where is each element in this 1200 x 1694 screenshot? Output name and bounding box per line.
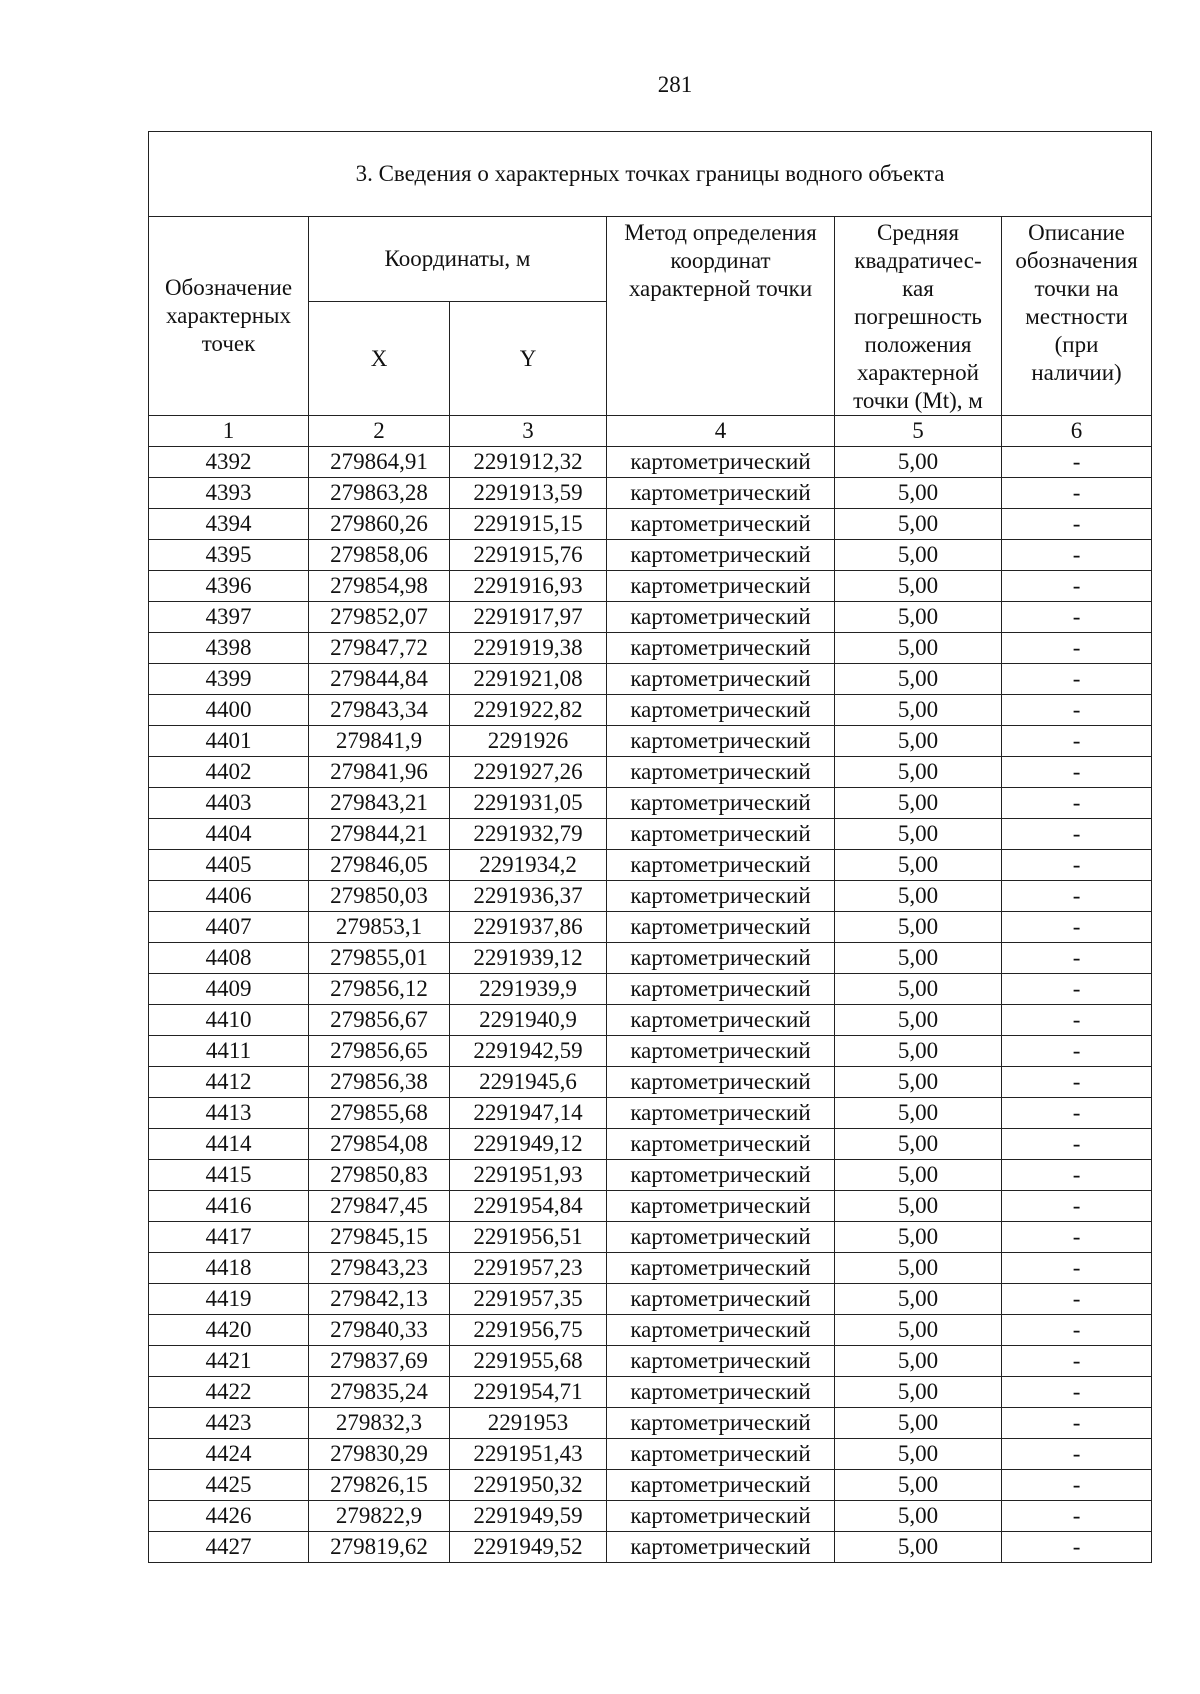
cell-point-id: 4416 bbox=[149, 1191, 309, 1222]
cell-x: 279819,62 bbox=[309, 1532, 450, 1563]
cell-y: 2291953 bbox=[450, 1408, 607, 1439]
cell-y: 2291954,71 bbox=[450, 1377, 607, 1408]
cell-method: картометрический bbox=[607, 571, 835, 602]
cell-point-id: 4408 bbox=[149, 943, 309, 974]
cell-y: 2291913,59 bbox=[450, 478, 607, 509]
header-col1-line: характерных bbox=[165, 303, 291, 328]
cell-mt: 5,00 bbox=[835, 1067, 1002, 1098]
cell-description: - bbox=[1002, 1315, 1152, 1346]
cell-description: - bbox=[1002, 664, 1152, 695]
cell-x: 279840,33 bbox=[309, 1315, 450, 1346]
table-row bbox=[149, 1408, 1152, 1439]
cell-point-id: 4411 bbox=[149, 1036, 309, 1067]
cell-x: 279845,15 bbox=[309, 1222, 450, 1253]
cell-description: - bbox=[1002, 943, 1152, 974]
cell-y: 2291949,52 bbox=[450, 1532, 607, 1563]
header-col5-line: квадратичес- bbox=[854, 248, 982, 273]
cell-x: 279822,9 bbox=[309, 1501, 450, 1532]
cell-y: 2291917,97 bbox=[450, 602, 607, 633]
cell-y: 2291957,35 bbox=[450, 1284, 607, 1315]
cell-description: - bbox=[1002, 850, 1152, 881]
cell-x: 279830,29 bbox=[309, 1439, 450, 1470]
cell-y: 2291932,79 bbox=[450, 819, 607, 850]
cell-point-id: 4427 bbox=[149, 1532, 309, 1563]
cell-description: - bbox=[1002, 1408, 1152, 1439]
cell-description: - bbox=[1002, 478, 1152, 509]
cell-method: картометрический bbox=[607, 540, 835, 571]
page-number: 281 bbox=[657, 72, 693, 97]
cell-mt: 5,00 bbox=[835, 478, 1002, 509]
cell-y: 2291912,32 bbox=[450, 447, 607, 478]
header-col6-line: точки на bbox=[1034, 276, 1119, 301]
cell-y: 2291940,9 bbox=[450, 1005, 607, 1036]
cell-description: - bbox=[1002, 1532, 1152, 1563]
header-col5-line: кая bbox=[902, 276, 934, 301]
cell-point-id: 4414 bbox=[149, 1129, 309, 1160]
header-col4-line: Метод определения bbox=[624, 220, 817, 245]
cell-description: - bbox=[1002, 1439, 1152, 1470]
cell-x: 279843,23 bbox=[309, 1253, 450, 1284]
cell-mt: 5,00 bbox=[835, 633, 1002, 664]
cell-x: 279835,24 bbox=[309, 1377, 450, 1408]
cell-x: 279858,06 bbox=[309, 540, 450, 571]
cell-point-id: 4406 bbox=[149, 881, 309, 912]
cell-description: - bbox=[1002, 1284, 1152, 1315]
table-row bbox=[149, 540, 1152, 571]
cell-mt: 5,00 bbox=[835, 788, 1002, 819]
cell-x: 279856,65 bbox=[309, 1036, 450, 1067]
table-row bbox=[149, 881, 1152, 912]
table-row bbox=[149, 1315, 1152, 1346]
cell-y: 2291921,08 bbox=[450, 664, 607, 695]
cell-y: 2291927,26 bbox=[450, 757, 607, 788]
cell-mt: 5,00 bbox=[835, 1129, 1002, 1160]
table-row bbox=[149, 571, 1152, 602]
cell-x: 279854,08 bbox=[309, 1129, 450, 1160]
cell-x: 279837,69 bbox=[309, 1346, 450, 1377]
cell-mt: 5,00 bbox=[835, 757, 1002, 788]
cell-x: 279856,38 bbox=[309, 1067, 450, 1098]
header-method bbox=[607, 217, 835, 416]
cell-description: - bbox=[1002, 1377, 1152, 1408]
cell-description: - bbox=[1002, 602, 1152, 633]
table-row bbox=[149, 602, 1152, 633]
cell-description: - bbox=[1002, 1222, 1152, 1253]
header-mean-error bbox=[835, 217, 1002, 416]
cell-y: 2291926 bbox=[450, 726, 607, 757]
table-row bbox=[149, 1098, 1152, 1129]
cell-description: - bbox=[1002, 1005, 1152, 1036]
cell-y: 2291937,86 bbox=[450, 912, 607, 943]
cell-method: картометрический bbox=[607, 1377, 835, 1408]
table-row bbox=[149, 850, 1152, 881]
column-number: 2 bbox=[309, 416, 450, 447]
cell-mt: 5,00 bbox=[835, 819, 1002, 850]
header-col5-line: характерной bbox=[857, 360, 979, 385]
cell-point-id: 4415 bbox=[149, 1160, 309, 1191]
table-row bbox=[149, 1191, 1152, 1222]
cell-method: картометрический bbox=[607, 1067, 835, 1098]
cell-point-id: 4404 bbox=[149, 819, 309, 850]
cell-method: картометрический bbox=[607, 1005, 835, 1036]
cell-point-id: 4422 bbox=[149, 1377, 309, 1408]
cell-point-id: 4424 bbox=[149, 1439, 309, 1470]
cell-mt: 5,00 bbox=[835, 540, 1002, 571]
cell-x: 279860,26 bbox=[309, 509, 450, 540]
cell-y: 2291931,05 bbox=[450, 788, 607, 819]
cell-mt: 5,00 bbox=[835, 1532, 1002, 1563]
table-row bbox=[149, 509, 1152, 540]
table-row bbox=[149, 819, 1152, 850]
table-row bbox=[149, 1284, 1152, 1315]
table-row bbox=[149, 1501, 1152, 1532]
cell-y: 2291955,68 bbox=[450, 1346, 607, 1377]
cell-x: 279855,68 bbox=[309, 1098, 450, 1129]
header-col1-line: Обозначение bbox=[164, 275, 293, 300]
cell-y: 2291951,43 bbox=[450, 1439, 607, 1470]
cell-point-id: 4396 bbox=[149, 571, 309, 602]
cell-point-id: 4426 bbox=[149, 1501, 309, 1532]
cell-method: картометрический bbox=[607, 1532, 835, 1563]
cell-mt: 5,00 bbox=[835, 1346, 1002, 1377]
cell-description: - bbox=[1002, 1098, 1152, 1129]
cell-method: картометрический bbox=[607, 509, 835, 540]
header-y: Y bbox=[450, 302, 607, 416]
cell-point-id: 4395 bbox=[149, 540, 309, 571]
cell-x: 279852,07 bbox=[309, 602, 450, 633]
cell-mt: 5,00 bbox=[835, 1439, 1002, 1470]
cell-method: картометрический bbox=[607, 664, 835, 695]
table-row bbox=[149, 1129, 1152, 1160]
table-row bbox=[149, 1253, 1152, 1284]
cell-mt: 5,00 bbox=[835, 695, 1002, 726]
cell-method: картометрический bbox=[607, 1408, 835, 1439]
cell-point-id: 4421 bbox=[149, 1346, 309, 1377]
cell-x: 279832,3 bbox=[309, 1408, 450, 1439]
cell-method: картометрический bbox=[607, 912, 835, 943]
cell-method: картометрический bbox=[607, 633, 835, 664]
table-row bbox=[149, 912, 1152, 943]
cell-point-id: 4403 bbox=[149, 788, 309, 819]
cell-method: картометрический bbox=[607, 602, 835, 633]
cell-mt: 5,00 bbox=[835, 571, 1002, 602]
cell-point-id: 4401 bbox=[149, 726, 309, 757]
cell-y: 2291949,59 bbox=[450, 1501, 607, 1532]
table-row bbox=[149, 478, 1152, 509]
cell-description: - bbox=[1002, 633, 1152, 664]
table-row bbox=[149, 1036, 1152, 1067]
table-row bbox=[149, 1160, 1152, 1191]
cell-method: картометрический bbox=[607, 1470, 835, 1501]
cell-mt: 5,00 bbox=[835, 1222, 1002, 1253]
cell-description: - bbox=[1002, 447, 1152, 478]
header-col5-line: погрешность bbox=[854, 304, 982, 329]
table-row bbox=[149, 1470, 1152, 1501]
cell-description: - bbox=[1002, 1253, 1152, 1284]
cell-x: 279847,72 bbox=[309, 633, 450, 664]
cell-description: - bbox=[1002, 1036, 1152, 1067]
header-col4-line: характерной точки bbox=[628, 276, 813, 301]
cell-method: картометрический bbox=[607, 974, 835, 1005]
cell-method: картометрический bbox=[607, 1129, 835, 1160]
cell-method: картометрический bbox=[607, 1346, 835, 1377]
cell-point-id: 4423 bbox=[149, 1408, 309, 1439]
cell-y: 2291939,9 bbox=[450, 974, 607, 1005]
cell-x: 279841,9 bbox=[309, 726, 450, 757]
cell-point-id: 4398 bbox=[149, 633, 309, 664]
table-row bbox=[149, 633, 1152, 664]
table-row bbox=[149, 1377, 1152, 1408]
cell-method: картометрический bbox=[607, 757, 835, 788]
cell-description: - bbox=[1002, 1501, 1152, 1532]
column-number: 5 bbox=[835, 416, 1002, 447]
table-title: 3. Сведения о характерных точках границы водного объекта bbox=[149, 132, 1152, 217]
cell-point-id: 4397 bbox=[149, 602, 309, 633]
cell-x: 279846,05 bbox=[309, 850, 450, 881]
header-col6-line: (при bbox=[1054, 332, 1099, 357]
cell-point-id: 4392 bbox=[149, 447, 309, 478]
cell-x: 279863,28 bbox=[309, 478, 450, 509]
cell-mt: 5,00 bbox=[835, 1005, 1002, 1036]
cell-method: картометрический bbox=[607, 819, 835, 850]
cell-description: - bbox=[1002, 1129, 1152, 1160]
cell-point-id: 4399 bbox=[149, 664, 309, 695]
cell-description: - bbox=[1002, 974, 1152, 1005]
cell-mt: 5,00 bbox=[835, 912, 1002, 943]
table-row bbox=[149, 788, 1152, 819]
header-coordinates: Координаты, м bbox=[309, 217, 607, 302]
cell-x: 279856,67 bbox=[309, 1005, 450, 1036]
table-row bbox=[149, 1532, 1152, 1563]
cell-y: 2291934,2 bbox=[450, 850, 607, 881]
cell-x: 279844,84 bbox=[309, 664, 450, 695]
cell-point-id: 4409 bbox=[149, 974, 309, 1005]
cell-mt: 5,00 bbox=[835, 664, 1002, 695]
cell-mt: 5,00 bbox=[835, 1253, 1002, 1284]
column-number: 4 bbox=[607, 416, 835, 447]
cell-method: картометрический bbox=[607, 695, 835, 726]
cell-y: 2291942,59 bbox=[450, 1036, 607, 1067]
cell-y: 2291916,93 bbox=[450, 571, 607, 602]
cell-x: 279854,98 bbox=[309, 571, 450, 602]
cell-method: картометрический bbox=[607, 881, 835, 912]
cell-mt: 5,00 bbox=[835, 1408, 1002, 1439]
cell-x: 279843,21 bbox=[309, 788, 450, 819]
cell-mt: 5,00 bbox=[835, 850, 1002, 881]
cell-y: 2291950,32 bbox=[450, 1470, 607, 1501]
cell-description: - bbox=[1002, 1346, 1152, 1377]
cell-point-id: 4407 bbox=[149, 912, 309, 943]
table-row bbox=[149, 664, 1152, 695]
column-number: 3 bbox=[450, 416, 607, 447]
table-row bbox=[149, 943, 1152, 974]
table-body bbox=[149, 447, 1152, 1563]
cell-x: 279856,12 bbox=[309, 974, 450, 1005]
cell-description: - bbox=[1002, 1470, 1152, 1501]
cell-y: 2291951,93 bbox=[450, 1160, 607, 1191]
cell-method: картометрический bbox=[607, 1439, 835, 1470]
table-row bbox=[149, 1005, 1152, 1036]
cell-method: картометрический bbox=[607, 1253, 835, 1284]
cell-y: 2291939,12 bbox=[450, 943, 607, 974]
cell-description: - bbox=[1002, 726, 1152, 757]
cell-method: картометрический bbox=[607, 1036, 835, 1067]
cell-point-id: 4412 bbox=[149, 1067, 309, 1098]
cell-method: картометрический bbox=[607, 478, 835, 509]
cell-point-id: 4425 bbox=[149, 1470, 309, 1501]
header-point-designation bbox=[149, 217, 309, 416]
cell-y: 2291956,75 bbox=[450, 1315, 607, 1346]
cell-description: - bbox=[1002, 509, 1152, 540]
cell-x: 279843,34 bbox=[309, 695, 450, 726]
header-col6-line: обозначения bbox=[1015, 248, 1138, 273]
cell-x: 279855,01 bbox=[309, 943, 450, 974]
column-number: 6 bbox=[1002, 416, 1152, 447]
cell-mt: 5,00 bbox=[835, 1098, 1002, 1129]
cell-y: 2291936,37 bbox=[450, 881, 607, 912]
column-number: 1 bbox=[149, 416, 309, 447]
cell-method: картометрический bbox=[607, 1501, 835, 1532]
cell-mt: 5,00 bbox=[835, 943, 1002, 974]
cell-x: 279850,03 bbox=[309, 881, 450, 912]
table-row bbox=[149, 1346, 1152, 1377]
cell-mt: 5,00 bbox=[835, 1470, 1002, 1501]
cell-method: картометрический bbox=[607, 1160, 835, 1191]
cell-point-id: 4402 bbox=[149, 757, 309, 788]
header-description bbox=[1002, 217, 1152, 416]
cell-x: 279841,96 bbox=[309, 757, 450, 788]
cell-mt: 5,00 bbox=[835, 1036, 1002, 1067]
header-col6-line: наличии) bbox=[1031, 360, 1122, 385]
cell-y: 2291949,12 bbox=[450, 1129, 607, 1160]
cell-mt: 5,00 bbox=[835, 881, 1002, 912]
header-col5-line: положения bbox=[864, 332, 972, 357]
cell-mt: 5,00 bbox=[835, 974, 1002, 1005]
table-row bbox=[149, 757, 1152, 788]
cell-x: 279842,13 bbox=[309, 1284, 450, 1315]
table-row bbox=[149, 726, 1152, 757]
cell-method: картометрический bbox=[607, 1315, 835, 1346]
cell-point-id: 4400 bbox=[149, 695, 309, 726]
cell-mt: 5,00 bbox=[835, 1284, 1002, 1315]
cell-mt: 5,00 bbox=[835, 602, 1002, 633]
cell-mt: 5,00 bbox=[835, 1501, 1002, 1532]
header-col6-line: местности bbox=[1025, 304, 1128, 329]
cell-description: - bbox=[1002, 819, 1152, 850]
header-col4-line: координат bbox=[670, 248, 771, 273]
cell-x: 279853,1 bbox=[309, 912, 450, 943]
cell-mt: 5,00 bbox=[835, 1377, 1002, 1408]
cell-point-id: 4410 bbox=[149, 1005, 309, 1036]
cell-point-id: 4413 bbox=[149, 1098, 309, 1129]
cell-x: 279850,83 bbox=[309, 1160, 450, 1191]
cell-description: - bbox=[1002, 1191, 1152, 1222]
cell-description: - bbox=[1002, 912, 1152, 943]
cell-y: 2291915,76 bbox=[450, 540, 607, 571]
cell-point-id: 4405 bbox=[149, 850, 309, 881]
cell-mt: 5,00 bbox=[835, 726, 1002, 757]
table-row bbox=[149, 1439, 1152, 1470]
cell-x: 279826,15 bbox=[309, 1470, 450, 1501]
cell-method: картометрический bbox=[607, 1222, 835, 1253]
cell-method: картометрический bbox=[607, 1284, 835, 1315]
cell-method: картометрический bbox=[607, 1098, 835, 1129]
cell-description: - bbox=[1002, 1160, 1152, 1191]
table-row bbox=[149, 974, 1152, 1005]
cell-description: - bbox=[1002, 757, 1152, 788]
cell-y: 2291922,82 bbox=[450, 695, 607, 726]
cell-y: 2291957,23 bbox=[450, 1253, 607, 1284]
header-col6-line: Описание bbox=[1028, 220, 1125, 245]
cell-method: картометрический bbox=[607, 726, 835, 757]
cell-description: - bbox=[1002, 571, 1152, 602]
cell-point-id: 4419 bbox=[149, 1284, 309, 1315]
cell-mt: 5,00 bbox=[835, 1191, 1002, 1222]
header-col5-line: Средняя bbox=[877, 220, 959, 245]
cell-method: картометрический bbox=[607, 943, 835, 974]
cell-description: - bbox=[1002, 540, 1152, 571]
table-row bbox=[149, 695, 1152, 726]
table-row bbox=[149, 1222, 1152, 1253]
header-col5-line: точки (Mt), м bbox=[853, 388, 983, 413]
cell-description: - bbox=[1002, 1067, 1152, 1098]
cell-method: картометрический bbox=[607, 788, 835, 819]
boundary-points-table bbox=[148, 131, 1152, 1563]
cell-method: картометрический bbox=[607, 1191, 835, 1222]
cell-method: картометрический bbox=[607, 850, 835, 881]
cell-mt: 5,00 bbox=[835, 509, 1002, 540]
cell-point-id: 4393 bbox=[149, 478, 309, 509]
cell-description: - bbox=[1002, 788, 1152, 819]
cell-y: 2291915,15 bbox=[450, 509, 607, 540]
table-row bbox=[149, 447, 1152, 478]
cell-point-id: 4417 bbox=[149, 1222, 309, 1253]
cell-point-id: 4420 bbox=[149, 1315, 309, 1346]
header-x: X bbox=[309, 302, 450, 416]
cell-mt: 5,00 bbox=[835, 1160, 1002, 1191]
table-row bbox=[149, 1067, 1152, 1098]
cell-y: 2291956,51 bbox=[450, 1222, 607, 1253]
cell-point-id: 4418 bbox=[149, 1253, 309, 1284]
cell-mt: 5,00 bbox=[835, 1315, 1002, 1346]
header-col1-line: точек bbox=[201, 331, 256, 356]
cell-description: - bbox=[1002, 695, 1152, 726]
cell-y: 2291945,6 bbox=[450, 1067, 607, 1098]
cell-description: - bbox=[1002, 881, 1152, 912]
cell-x: 279844,21 bbox=[309, 819, 450, 850]
cell-point-id: 4394 bbox=[149, 509, 309, 540]
cell-method: картометрический bbox=[607, 447, 835, 478]
cell-y: 2291947,14 bbox=[450, 1098, 607, 1129]
cell-y: 2291919,38 bbox=[450, 633, 607, 664]
cell-x: 279847,45 bbox=[309, 1191, 450, 1222]
cell-mt: 5,00 bbox=[835, 447, 1002, 478]
cell-y: 2291954,84 bbox=[450, 1191, 607, 1222]
cell-x: 279864,91 bbox=[309, 447, 450, 478]
